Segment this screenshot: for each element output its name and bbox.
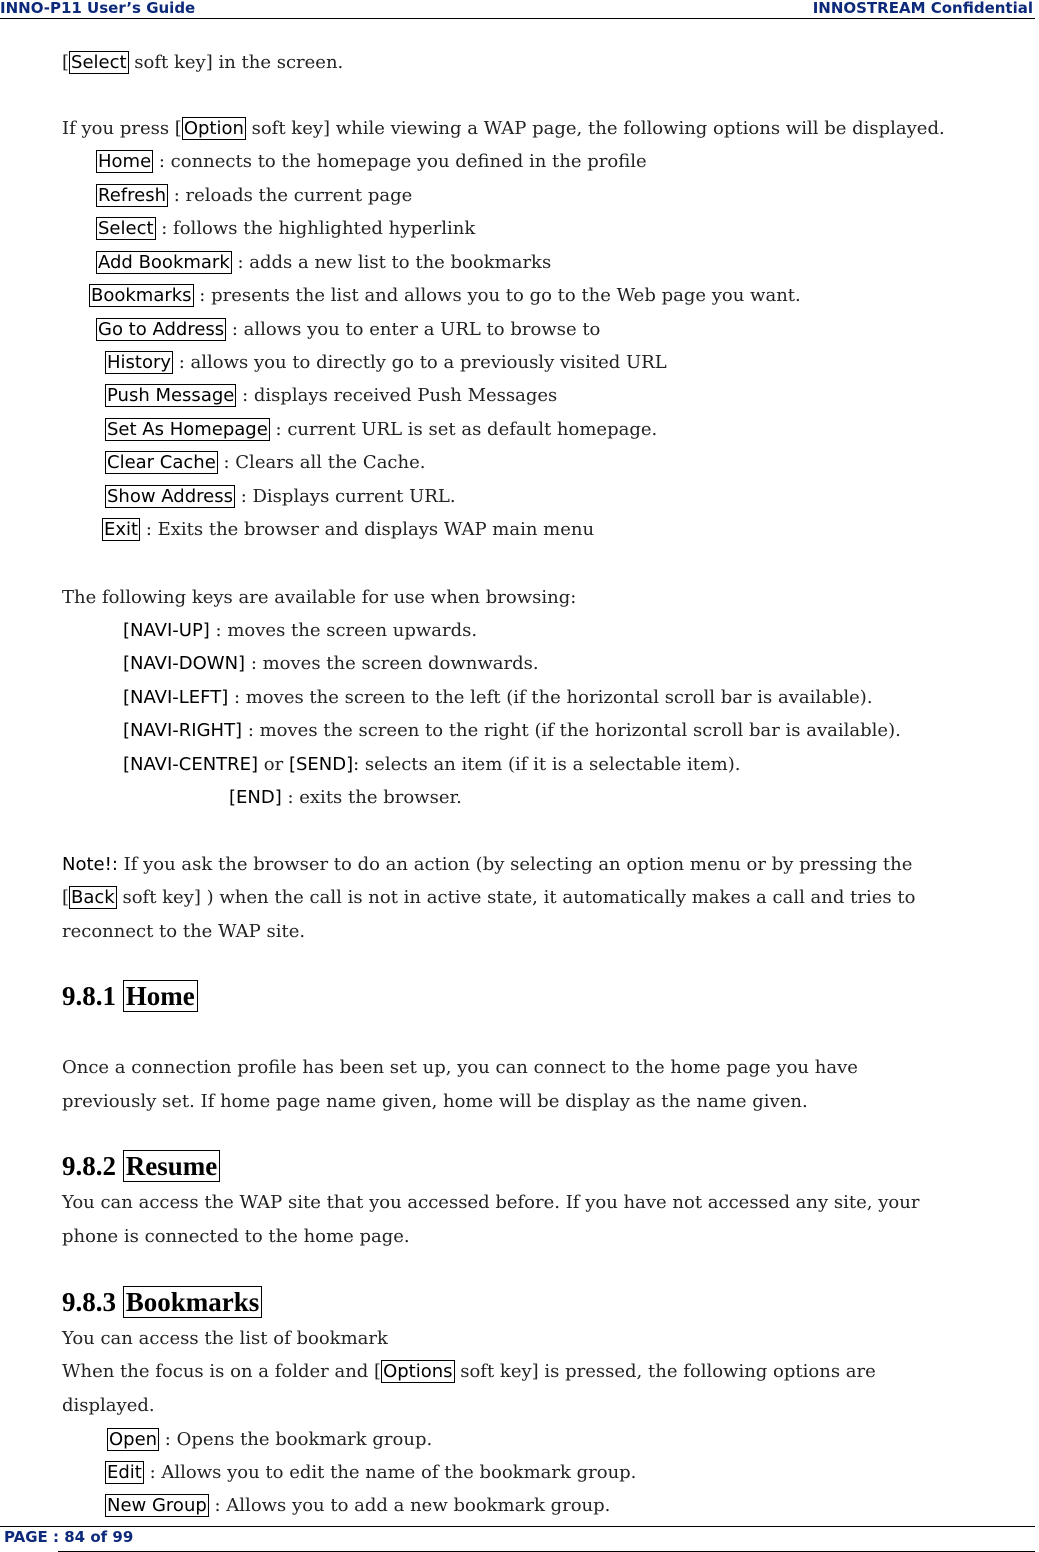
option-item: Add Bookmark : adds a new list to the bookmarks [98, 252, 552, 273]
key-item: [NAVI-RIGHT] : moves the screen to the right (if the horizontal scroll bar is available). [123, 720, 901, 741]
paragraph: phone is connected to the home page. [62, 1226, 410, 1247]
option-item: Show Address : Displays current URL. [107, 486, 456, 507]
option-item: Home : connects to the homepage you defined in the profile [98, 151, 647, 172]
note-line-3: reconnect to the WAP site. [62, 921, 306, 942]
bookmark-option: Edit : Allows you to edit the name of the bookmark group. [107, 1462, 637, 1483]
key-item: [END] : exits the browser. [229, 787, 462, 808]
option-item: Set As Homepage : current URL is set as default homepage. [107, 419, 658, 440]
option-item: Bookmarks : presents the list and allows you to go to the Web page you want. [91, 285, 801, 306]
option-item: History : allows you to directly go to a previously visited URL [107, 352, 667, 373]
paragraph: Once a connection profile has been set up, you can connect to the home page you have [62, 1057, 858, 1078]
options-key: Options [383, 1361, 453, 1382]
key-item: [NAVI-UP] : moves the screen upwards. [123, 620, 478, 641]
bookmark-option: Open : Opens the bookmark group. [109, 1429, 433, 1450]
option-item: Push Message : displays received Push Messages [107, 385, 558, 406]
header-title: INNO-P11 User’s Guide [0, 0, 196, 17]
back-key: Back [71, 887, 115, 908]
intro-line-1: [ Select soft key] in the screen. [62, 52, 344, 73]
section-heading-bookmarks: 9.8.3 Bookmarks [62, 1286, 262, 1318]
option-item: Exit : Exits the browser and displays WAP main menu [104, 519, 595, 540]
paragraph: When the focus is on a folder and [ Options soft key] is pressed, the following options are [62, 1361, 876, 1382]
paragraph: displayed. [62, 1395, 155, 1416]
paragraph: You can access the WAP site that you accessed before. If you have not accessed any site, your [62, 1192, 920, 1213]
paragraph: previously set. If home page name given, home will be display as the name given. [62, 1091, 808, 1112]
option-key: Option [183, 118, 244, 139]
page-footer [0, 1526, 1035, 1551]
section-heading-home: 9.8.1 Home [62, 980, 198, 1012]
note-label: Note!: [62, 854, 118, 875]
intro-line-2: If you press [ Option soft key] while viewing a WAP page, the following options will be displayed. [62, 118, 945, 139]
bookmark-option: New Group : Allows you to add a new bookmark group. [107, 1495, 611, 1516]
select-key: Select [71, 52, 127, 73]
page-number: PAGE : 84 of 99 [4, 1528, 134, 1546]
key-item: [NAVI-LEFT] : moves the screen to the left (if the horizontal scroll bar is available). [123, 687, 873, 708]
option-item: Clear Cache : Clears all the Cache. [107, 452, 426, 473]
key-item: [NAVI-DOWN] : moves the screen downwards. [123, 653, 539, 674]
note-line-1: Note!: If you ask the browser to do an action (by selecting an option menu or by pressing the [62, 854, 913, 875]
option-item: Refresh : reloads the current page [98, 185, 413, 206]
option-item: Select : follows the highlighted hyperlink [98, 218, 476, 239]
option-item: Go to Address : allows you to enter a URL to browse to [98, 319, 601, 340]
section-heading-resume: 9.8.2 Resume [62, 1150, 220, 1182]
key-item: [NAVI-CENTRE] or [SEND]: selects an item (if it is a selectable item). [123, 754, 741, 775]
page-header [0, 0, 1035, 19]
keys-intro: The following keys are available for use when browsing: [62, 587, 577, 608]
paragraph: You can access the list of bookmark [62, 1328, 388, 1349]
note-line-2: [ Back soft key] ) when the call is not in active state, it automatically makes a call and tries to [62, 887, 916, 908]
header-confidential: INNOSTREAM Confidential [812, 0, 1033, 17]
